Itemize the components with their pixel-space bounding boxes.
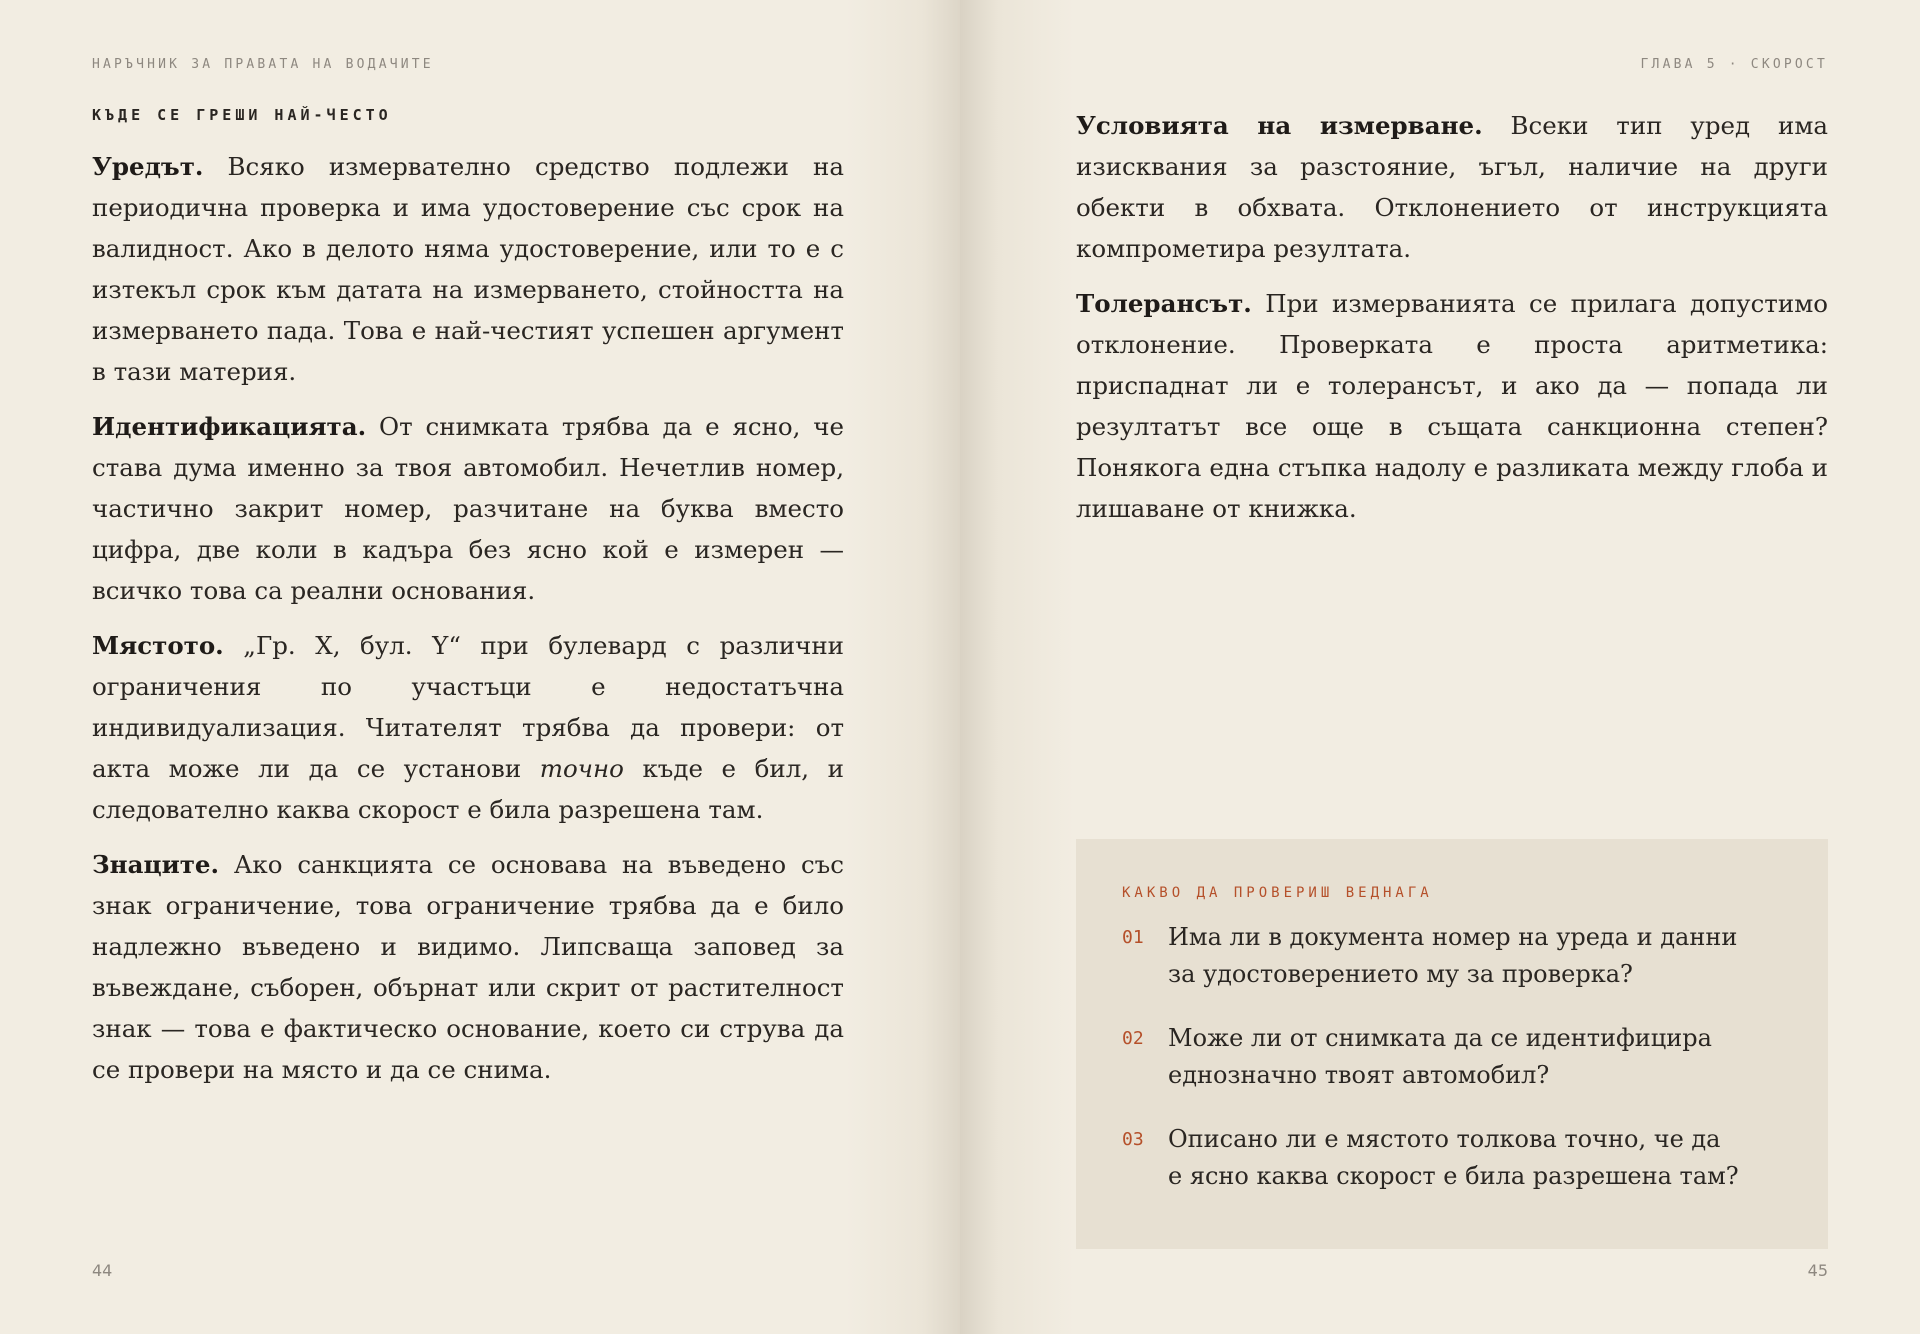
paragraph-tolerance <box>1076 283 1828 529</box>
checklist-item <box>1122 1121 1782 1195</box>
checklist-item-text: Има ли в документа номер на уреда и данни за удостоверението му за проверка? <box>1168 923 1738 988</box>
paragraph-lead: Условията на измерване. <box>1076 111 1483 140</box>
paragraph-lead: Уредът. <box>92 152 204 181</box>
right-text-column <box>1076 105 1828 543</box>
paragraph-body: При измерванията се прилага допустимо отклонение. Проверката е проста аритметика: приспаднат ли е толерансът, и ако да — попада ли резултатът все още в същата санкционна степен? Понякога една стъпка надолу е разликата между глоба и лишаване от книжка. <box>1076 289 1828 523</box>
left-text-column <box>92 146 844 1104</box>
paragraph-body: Всяко измервателно средство подлежи на периодична проверка и има удостоверение със срок на валидност. Ако в делото няма удостоверение, или то е с изтекъл срок към датата на измерването, стойността на измерването пада. Това е най-честият успешен аргумент в тази материя. <box>92 152 844 386</box>
paragraph-device <box>92 146 844 392</box>
paragraph-body: От снимката трябва да е ясно, че става дума именно за твоя автомобил. Нечетлив номер, частично закрит номер, разчитане на буква вместо цифра, две коли в кадъра без ясно кой е измерен — всичко това са реални основания. <box>92 412 844 605</box>
section-label: КЪДЕ СЕ ГРЕШИ НАЙ-ЧЕСТО <box>92 106 392 124</box>
checklist-item-number: 02 <box>1122 1028 1144 1049</box>
checklist-item-text: Може ли от снимката да се идентифицира еднозначно твоят автомобил? <box>1168 1024 1712 1089</box>
paragraph-body: „Гр. X, бул. Y“ при булевард с различни ограничения по участъци е недостатъчна индивидуализация. Читателят трябва да провери: от акта може ли да се установи <box>92 631 844 783</box>
checklist-item-number: 03 <box>1122 1129 1144 1150</box>
paragraph-emphasis: точно <box>539 754 624 783</box>
paragraph-location <box>92 625 844 830</box>
running-head-left: НАРЪЧНИК ЗА ПРАВАТА НА ВОДАЧИТЕ <box>92 57 434 72</box>
checklist-item-number: 01 <box>1122 927 1144 948</box>
page-number-left: 44 <box>92 1261 113 1280</box>
checklist-item <box>1122 1020 1782 1094</box>
paragraph-signs <box>92 844 844 1090</box>
running-head-right: ГЛАВА 5 · СКОРОСТ <box>1640 57 1828 72</box>
paragraph-body: къде е бил, и следователно каква скорост е била разрешена там. <box>92 754 844 824</box>
checklist-item-text: Описано ли е мястото толкова точно, че да е ясно каква скорост е била разрешена там? <box>1168 1125 1739 1190</box>
checklist-title: КАКВО ДА ПРОВЕРИШ ВЕДНАГА <box>1122 885 1433 901</box>
paragraph-lead: Толерансът. <box>1076 289 1252 318</box>
checklist-box <box>1076 839 1828 1249</box>
paragraph-body: Всеки тип уред има изисквания за разстояние, ъгъл, наличие на други обекти в обхвата. Отклонението от инструкцията компрометира резултата. <box>1076 111 1828 263</box>
paragraph-lead: Знаците. <box>92 850 220 879</box>
paragraph-lead: Мястото. <box>92 631 224 660</box>
right-page <box>960 0 1920 1334</box>
page-number-right: 45 <box>1807 1261 1828 1280</box>
paragraph-body: Ако санкцията се основава на въведено със знак ограничение, това ограничение трябва да е било надлежно въведено и видимо. Липсваща заповед за въвеждане, съборен, обърнат или скрит от растителност знак — това е фактическо основание, което си струва да се провери на място и да се снима. <box>92 850 844 1084</box>
paragraph-conditions <box>1076 105 1828 269</box>
checklist-item <box>1122 919 1782 993</box>
paragraph-identification <box>92 406 844 611</box>
paragraph-lead: Идентификацията. <box>92 412 367 441</box>
